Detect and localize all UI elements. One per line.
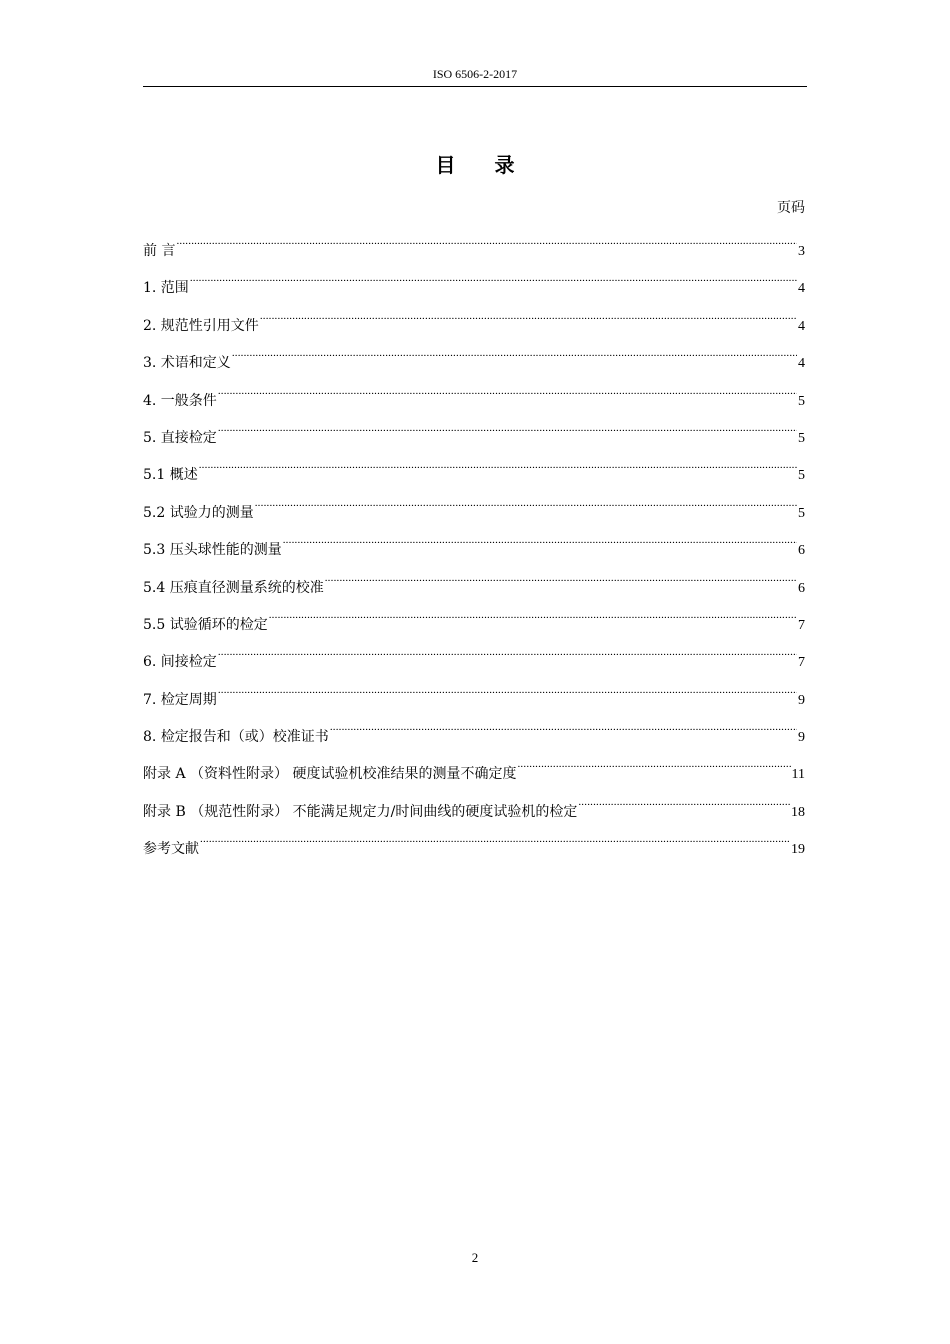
toc-leader-dots	[578, 796, 790, 816]
toc-entry-label: 7. 检定周期	[143, 691, 217, 708]
page-column-label: 页码	[777, 200, 805, 216]
toc-entry-5-5[interactable]	[143, 609, 805, 646]
toc-entry-page: 9	[798, 730, 805, 746]
toc-entry-5-3[interactable]	[143, 534, 805, 571]
toc-entry-page: 5	[798, 468, 805, 484]
toc-entry-general-conditions[interactable]	[143, 385, 805, 422]
toc-leader-dots	[200, 833, 790, 853]
toc-entry-label: 5.5 试验循环的检定	[143, 616, 268, 633]
toc-title: 目 录	[435, 153, 531, 177]
toc-entry-annex-b[interactable]	[143, 796, 805, 833]
toc-entry-page: 9	[798, 692, 805, 708]
toc-entry-bibliography[interactable]	[143, 833, 805, 870]
toc-entry-page: 11	[791, 767, 805, 783]
toc-entry-terms[interactable]	[143, 347, 805, 384]
toc-entry-label: 附录 A （资料性附录） 硬度试验机校准结果的测量不确定度	[143, 766, 517, 783]
toc-entry-page: 5	[798, 505, 805, 521]
toc-entry-annex-a[interactable]	[143, 758, 805, 795]
toc-leader-dots	[218, 646, 797, 666]
toc-entry-label: 5.3 压头球性能的测量	[143, 542, 282, 559]
toc-entry-label: 5.1 概述	[143, 467, 198, 484]
toc-entry-page: 7	[798, 655, 805, 671]
toc-entry-label: 5.4 压痕直径测量系统的校准	[143, 579, 324, 596]
toc-entry-page: 4	[798, 318, 805, 334]
toc-entry-5-1[interactable]	[143, 459, 805, 496]
toc-entry-direct-verification[interactable]	[143, 422, 805, 459]
toc-entry-label: 5. 直接检定	[143, 429, 217, 446]
toc-entry-label: 6. 间接检定	[143, 654, 217, 671]
toc-leader-dots	[190, 272, 797, 292]
toc-leader-dots	[218, 385, 797, 405]
toc-entry-page: 4	[798, 356, 805, 372]
toc-leader-dots	[199, 459, 797, 479]
toc-entry-scope[interactable]	[143, 272, 805, 309]
toc-entry-page: 6	[798, 543, 805, 559]
toc-leader-dots	[330, 721, 797, 741]
toc-entry-label: 3. 术语和定义	[143, 355, 231, 372]
toc-leader-dots	[260, 310, 797, 330]
toc-leader-dots	[218, 422, 797, 442]
toc-entry-report[interactable]	[143, 721, 805, 758]
toc-entry-page: 7	[798, 617, 805, 633]
toc-entry-label: 5.2 试验力的测量	[143, 504, 254, 521]
toc-entry-normative-references[interactable]	[143, 310, 805, 347]
toc-entry-label: 1. 范围	[143, 280, 189, 297]
toc-entry-foreword[interactable]	[143, 235, 805, 272]
toc-leader-dots	[269, 609, 797, 629]
toc-entry-label: 附录 B （规范性附录） 不能满足规定力/时间曲线的硬度试验机的检定	[143, 803, 578, 820]
toc-entry-label: 8. 检定报告和（或）校准证书	[143, 729, 329, 746]
toc-leader-dots	[517, 758, 790, 778]
toc-entry-label: 2. 规范性引用文件	[143, 317, 259, 334]
running-header: ISO 6506-2-2017	[432, 67, 518, 81]
page-number: 2	[471, 1250, 479, 1265]
toc-entry-5-4[interactable]	[143, 572, 805, 609]
toc-entry-label: 参考文献	[143, 841, 199, 858]
toc-entry-page: 18	[791, 804, 805, 820]
toc-entry-page: 3	[798, 244, 805, 259]
toc-entry-label: 前 言	[143, 243, 176, 259]
toc-list	[143, 235, 805, 871]
toc-entry-5-2[interactable]	[143, 497, 805, 534]
toc-leader-dots	[218, 684, 797, 704]
toc-leader-dots	[232, 347, 797, 367]
toc-leader-dots	[325, 572, 797, 592]
toc-leader-dots	[283, 534, 797, 554]
toc-entry-verification-interval[interactable]	[143, 684, 805, 721]
toc-entry-page: 5	[798, 430, 805, 446]
toc-leader-dots	[176, 235, 797, 255]
toc-entry-page: 5	[798, 393, 805, 409]
toc-entry-page: 6	[798, 580, 805, 596]
toc-entry-page: 19	[791, 842, 805, 858]
toc-entry-page: 4	[798, 281, 805, 297]
header-divider	[143, 86, 807, 87]
toc-leader-dots	[255, 497, 797, 517]
toc-entry-indirect-verification[interactable]	[143, 646, 805, 683]
toc-entry-label: 4. 一般条件	[143, 392, 217, 409]
